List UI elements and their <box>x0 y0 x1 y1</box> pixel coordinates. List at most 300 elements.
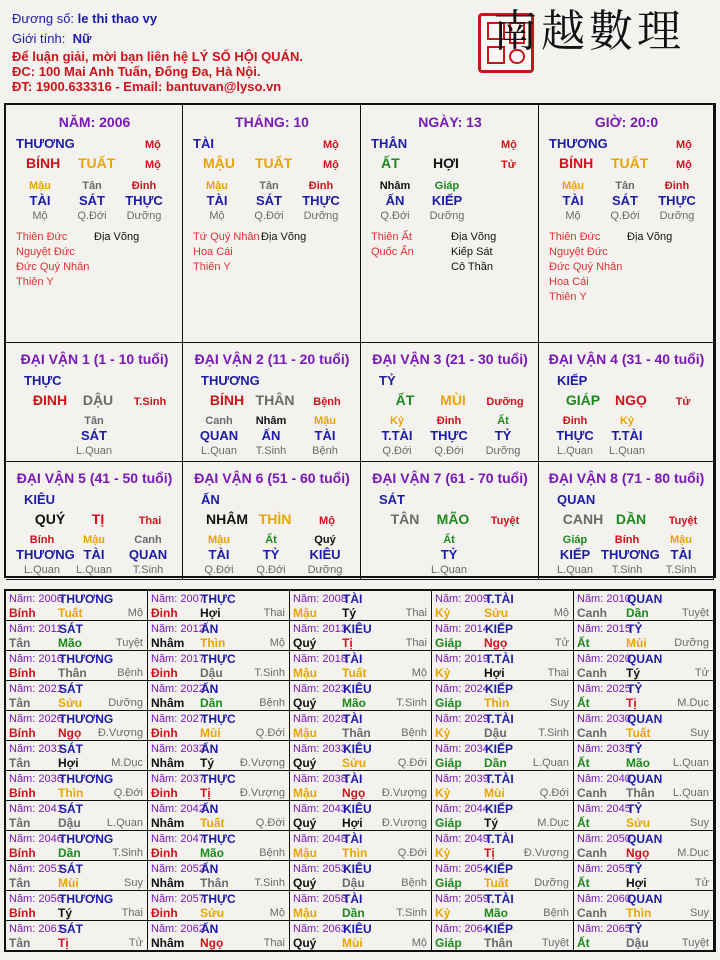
pillar-title: GIỜ: 20:0 <box>594 114 659 130</box>
year-prefix: Năm: <box>577 623 604 635</box>
hidden-stem: Đinh <box>308 180 334 192</box>
year-cell <box>148 591 290 621</box>
year-number: 2039 <box>461 773 489 785</box>
hidden-stem: Kỷ <box>389 415 405 427</box>
year-phase: Q.Đới <box>255 817 285 829</box>
header <box>0 0 720 102</box>
year-cell <box>574 891 714 921</box>
year-phase: T.Sinh <box>538 727 569 739</box>
year-stem: Tân <box>9 756 31 770</box>
year-stem: Giáp <box>435 936 462 950</box>
luck-branch: MÃO <box>436 511 470 527</box>
year-number: 2026 <box>35 713 63 725</box>
hidden-god: ẤN <box>385 193 405 208</box>
year-stem: Nhâm <box>151 696 185 710</box>
year-number: 2055 <box>603 863 631 875</box>
luck-branch: MÙI <box>440 392 466 408</box>
year-number: 2028 <box>319 713 347 725</box>
year-god: KIẾP <box>485 922 514 936</box>
year-branch: Thìn <box>58 786 84 800</box>
year-cell <box>432 741 574 771</box>
year-cell <box>290 591 432 621</box>
year-prefix: Năm: <box>293 893 320 905</box>
year-phase: L.Quan <box>672 757 709 769</box>
hidden-phase: Dưỡng <box>659 210 695 222</box>
year-stem: Ất <box>577 636 590 650</box>
year-prefix: Năm: <box>435 683 462 695</box>
year-prefix: Năm: <box>9 923 36 935</box>
year-stem: Bính <box>9 846 36 860</box>
year-cell <box>290 711 432 741</box>
year-stem: Tân <box>9 936 31 950</box>
owner-label: Đương số: <box>12 11 75 26</box>
hidden-stem: Ất <box>265 534 277 546</box>
year-label <box>151 863 205 875</box>
year-label <box>435 773 489 785</box>
year-branch: Sửu <box>58 696 83 710</box>
year-branch: Hợi <box>626 876 647 890</box>
year-phase: Thai <box>405 607 427 619</box>
year-phase: Dưỡng <box>534 877 569 889</box>
year-branch: Dậu <box>58 816 81 830</box>
year-cell <box>6 681 148 711</box>
hidden-god: QUAN <box>199 428 239 443</box>
year-phase: Q.Đới <box>397 847 427 859</box>
year-god: KIÊU <box>343 802 372 816</box>
star-left: Thiên Y <box>16 276 54 288</box>
year-prefix: Năm: <box>577 713 604 725</box>
year-prefix: Năm: <box>435 593 462 605</box>
year-stem: Kỷ <box>435 786 451 800</box>
pillar-stem: ẤT <box>381 155 400 171</box>
year-label <box>9 833 63 845</box>
hidden-phase: L.Quan <box>75 564 113 576</box>
hidden-stem: Kỷ <box>619 415 635 427</box>
year-cell <box>574 801 714 831</box>
year-number: 2006 <box>35 593 63 605</box>
luck-cycle-cell <box>361 462 539 580</box>
year-branch: Tý <box>200 756 215 770</box>
year-phase: Suy <box>124 877 143 889</box>
year-stem: Canh <box>577 726 607 740</box>
pillar-cell <box>361 105 539 343</box>
year-stem: Tân <box>9 876 31 890</box>
year-cell <box>6 621 148 651</box>
year-number: 2047 <box>177 833 205 845</box>
year-branch: Tị <box>58 936 69 950</box>
year-god: TÀI <box>343 772 363 786</box>
year-branch: Dậu <box>484 726 507 740</box>
pillar-god-tail: Mộ <box>145 139 161 151</box>
year-prefix: Năm: <box>9 623 36 635</box>
year-label <box>9 713 63 725</box>
year-god: T.TÀI <box>485 772 514 786</box>
hidden-phase: Dưỡng <box>126 210 162 222</box>
year-prefix: Năm: <box>151 863 178 875</box>
year-cell <box>574 771 714 801</box>
year-label <box>9 893 63 905</box>
year-label <box>435 743 489 755</box>
year-label <box>151 593 205 605</box>
year-prefix: Năm: <box>293 743 320 755</box>
luck-branch: NGỌ <box>615 392 647 408</box>
year-cell <box>6 891 148 921</box>
year-label <box>577 713 631 725</box>
year-cell <box>148 801 290 831</box>
year-stem: Quý <box>293 756 317 770</box>
year-stem: Mậu <box>293 606 317 620</box>
year-number: 2043 <box>319 803 347 815</box>
year-number: 2019 <box>461 653 489 665</box>
year-stem: Đinh <box>151 666 178 680</box>
year-cell <box>290 831 432 861</box>
year-phase: Bệnh <box>259 847 285 859</box>
star-left: Đức Quý Nhân <box>16 261 90 273</box>
year-stem: Ất <box>577 936 590 950</box>
year-god: QUAN <box>627 712 663 726</box>
year-god: KIÊU <box>343 622 372 636</box>
star-right: Địa Võng <box>94 231 140 243</box>
hidden-phase: Q.Đới <box>77 210 107 222</box>
hidden-stem: Mậu <box>29 180 51 192</box>
year-prefix: Năm: <box>577 773 604 785</box>
luck-stem: QUÝ <box>34 511 66 527</box>
year-label <box>9 773 63 785</box>
year-stem: Canh <box>577 606 607 620</box>
year-stem: Bính <box>9 786 36 800</box>
pillar-title: THÁNG: 10 <box>235 114 309 130</box>
year-label <box>435 833 489 845</box>
year-cell <box>290 651 432 681</box>
year-number: 2035 <box>603 743 631 755</box>
year-stem: Ất <box>577 756 590 770</box>
year-god: QUAN <box>627 652 663 666</box>
hidden-phase: L.Quan <box>556 564 594 576</box>
luck-title: ĐẠI VẬN 7 (61 - 70 tuổi) <box>372 470 528 486</box>
pillar-stem: BÍNH <box>559 155 594 171</box>
year-god: SÁT <box>59 922 83 936</box>
year-phase: Tử <box>128 937 143 949</box>
year-branch: Mùi <box>342 936 363 950</box>
year-god: KIÊU <box>343 682 372 696</box>
year-phase: Suy <box>690 907 709 919</box>
year-label <box>293 893 347 905</box>
pillar-branch-tail: Tử <box>501 159 516 171</box>
year-number: 2020 <box>603 653 631 665</box>
star-left: Thiên Đức <box>16 231 68 243</box>
year-god: QUAN <box>627 592 663 606</box>
year-label <box>577 863 631 875</box>
year-god: THƯƠNG <box>59 892 114 906</box>
year-cell <box>432 891 574 921</box>
star-left: Thiên Y <box>549 291 587 303</box>
year-number: 2009 <box>461 593 489 605</box>
year-phase: T.Sinh <box>254 877 285 889</box>
hidden-stem: Tân <box>615 180 635 192</box>
year-label <box>151 623 205 635</box>
hidden-stem: Tân <box>84 415 104 427</box>
year-branch: Tý <box>626 666 641 680</box>
year-number: 2014 <box>461 623 489 635</box>
year-stem: Giáp <box>435 876 462 890</box>
year-cell <box>6 711 148 741</box>
year-phase: Đ.Vượng <box>381 787 427 799</box>
year-prefix: Năm: <box>577 653 604 665</box>
year-branch: Dần <box>200 696 223 710</box>
hidden-stem: Bính <box>614 534 640 546</box>
year-stem: Quý <box>293 636 317 650</box>
year-number: 2065 <box>603 923 631 935</box>
year-cell <box>6 861 148 891</box>
year-stem: Đinh <box>151 906 178 920</box>
year-phase: Dưỡng <box>674 637 709 649</box>
year-god: QUAN <box>627 772 663 786</box>
year-cell <box>432 621 574 651</box>
hidden-phase: L.Quan <box>23 564 61 576</box>
star-left: Hoa Cái <box>549 276 589 288</box>
year-number: 2049 <box>461 833 489 845</box>
hidden-stem: Đinh <box>436 415 462 427</box>
year-god: TÀI <box>343 592 363 606</box>
year-label <box>151 833 205 845</box>
year-label <box>151 653 205 665</box>
hidden-phase: Q.Đới <box>256 564 286 576</box>
year-god: THƯƠNG <box>59 592 114 606</box>
hidden-god: SÁT <box>256 193 282 208</box>
year-phase: Mộ <box>269 907 285 919</box>
hidden-god: THƯƠNG <box>601 547 660 562</box>
hidden-stem: Bính <box>29 534 55 546</box>
year-phase: L.Quan <box>672 787 709 799</box>
year-prefix: Năm: <box>151 743 178 755</box>
year-cell <box>148 741 290 771</box>
year-label <box>293 623 347 635</box>
year-stem: Canh <box>577 846 607 860</box>
pillar-god-tail: Mộ <box>501 139 517 151</box>
luck-title: ĐẠI VẬN 3 (21 - 30 tuổi) <box>372 351 528 367</box>
luck-phase: T.Sinh <box>133 396 167 408</box>
hidden-stem: Ất <box>497 415 509 427</box>
year-phase: Q.Đới <box>539 787 569 799</box>
hidden-god: TÀI <box>314 428 336 443</box>
year-branch: Ngọ <box>626 846 650 860</box>
year-phase: Tử <box>554 637 569 649</box>
hidden-phase: Mộ <box>32 210 48 222</box>
luck-phase: Tử <box>675 396 691 408</box>
year-number: 2064 <box>461 923 489 935</box>
hidden-stem: Mậu <box>83 534 105 546</box>
year-label <box>293 833 347 845</box>
year-phase: Đ.Vượng <box>523 847 569 859</box>
year-prefix: Năm: <box>435 653 462 665</box>
star-right: Địa Võng <box>261 231 307 243</box>
year-god: ẤN <box>201 622 219 636</box>
year-god: TỶ <box>627 622 643 636</box>
year-phase: M.Dục <box>111 757 143 769</box>
year-prefix: Năm: <box>151 833 178 845</box>
year-number: 2040 <box>603 773 631 785</box>
year-god: QUAN <box>627 832 663 846</box>
year-god: TỶ <box>627 922 643 936</box>
year-prefix: Năm: <box>9 803 36 815</box>
year-number: 2030 <box>603 713 631 725</box>
gender-line <box>12 31 91 47</box>
year-number: 2058 <box>319 893 347 905</box>
year-branch: Thìn <box>342 846 368 860</box>
year-branch: Mão <box>626 756 650 770</box>
year-prefix: Năm: <box>151 713 178 725</box>
year-stem: Bính <box>9 666 36 680</box>
year-label <box>435 863 489 875</box>
year-branch: Ngọ <box>342 786 366 800</box>
hidden-stem: Đinh <box>131 180 157 192</box>
year-stem: Kỷ <box>435 906 451 920</box>
year-label <box>577 893 631 905</box>
year-stem: Đinh <box>151 786 178 800</box>
year-branch: Ngọ <box>200 936 224 950</box>
year-number: 2016 <box>35 653 63 665</box>
contact-line: Để luận giải, mời bạn liên hệ LÝ SỐ HỘI QUÁN. <box>12 49 303 64</box>
year-label <box>9 743 63 755</box>
hidden-stem: Tân <box>82 180 102 192</box>
year-phase: Tuyệt <box>681 937 709 949</box>
year-branch: Thìn <box>200 636 226 650</box>
year-phase: Thai <box>547 667 569 679</box>
year-cell <box>432 831 574 861</box>
year-prefix: Năm: <box>435 803 462 815</box>
pillar-branch-tail: Mộ <box>676 159 692 171</box>
year-branch: Dậu <box>200 666 223 680</box>
pillar-branch: TUẤT <box>611 155 649 171</box>
year-stem: Quý <box>293 936 317 950</box>
year-stem: Đinh <box>151 726 178 740</box>
year-cell <box>290 681 432 711</box>
year-cell <box>6 591 148 621</box>
year-stem: Nhâm <box>151 876 185 890</box>
year-god: KIẾP <box>485 742 514 756</box>
year-cell <box>6 771 148 801</box>
year-cell <box>432 591 574 621</box>
year-phase: Đ.Vượng <box>97 727 143 739</box>
year-prefix: Năm: <box>151 623 178 635</box>
year-prefix: Năm: <box>151 593 178 605</box>
year-god: SÁT <box>59 742 83 756</box>
year-stem: Mậu <box>293 726 317 740</box>
year-branch: Dần <box>626 606 649 620</box>
year-cell <box>148 621 290 651</box>
year-god: T.TÀI <box>485 592 514 606</box>
year-branch: Tuất <box>200 816 225 830</box>
hidden-god: TÀI <box>29 193 51 208</box>
hidden-phase: Q.Đới <box>380 210 410 222</box>
year-god: KIẾP <box>485 622 514 636</box>
year-prefix: Năm: <box>9 683 36 695</box>
year-stem: Kỷ <box>435 666 451 680</box>
pillar-branch-tail: Mộ <box>145 159 161 171</box>
year-god: TÀI <box>343 832 363 846</box>
year-stem: Nhâm <box>151 756 185 770</box>
year-phase: Mộ <box>127 607 143 619</box>
hidden-stem: Đinh <box>664 180 690 192</box>
year-number: 2025 <box>603 683 631 695</box>
owner-line <box>12 11 157 27</box>
year-stem: Canh <box>577 906 607 920</box>
luck-branch: THÌN <box>258 511 292 527</box>
year-stem: Bính <box>9 606 36 620</box>
year-stem: Đinh <box>151 846 178 860</box>
pillar-title: NĂM: 2006 <box>58 114 131 130</box>
year-cell <box>148 711 290 741</box>
year-cell <box>148 891 290 921</box>
pillar-cell <box>539 105 714 343</box>
year-branch: Ngọ <box>58 726 82 740</box>
hidden-phase: Q.Đới <box>610 210 640 222</box>
year-god: ẤN <box>201 862 219 876</box>
hidden-stem: Quý <box>314 534 336 546</box>
year-number: 2027 <box>177 713 205 725</box>
year-prefix: Năm: <box>435 923 462 935</box>
year-phase: Bệnh <box>543 907 569 919</box>
hidden-god: THỰC <box>658 193 696 208</box>
year-god: SÁT <box>59 622 83 636</box>
year-number: 2041 <box>35 803 63 815</box>
year-stem: Mậu <box>293 846 317 860</box>
star-left: Thiên Y <box>193 261 231 273</box>
year-stem: Đinh <box>151 606 178 620</box>
year-branch: Tị <box>484 846 495 860</box>
year-number: 2057 <box>177 893 205 905</box>
star-left: Nguyệt Đức <box>16 246 75 258</box>
hidden-phase: L.Quan <box>200 445 238 457</box>
year-label <box>435 683 489 695</box>
star-left: Quốc Ấn <box>371 246 414 258</box>
year-cell <box>148 861 290 891</box>
year-god: QUAN <box>627 892 663 906</box>
year-number: 2060 <box>603 893 631 905</box>
hidden-phase: Q.Đới <box>434 445 464 457</box>
year-stem: Mậu <box>293 786 317 800</box>
luck-phase: Thai <box>138 515 162 527</box>
year-label <box>577 923 631 935</box>
year-branch: Sửu <box>484 606 509 620</box>
hidden-phase: L.Quan <box>75 445 113 457</box>
pillar-god-tail: Mộ <box>323 139 339 151</box>
year-branch: Tuất <box>58 606 83 620</box>
year-phase: Thai <box>263 937 285 949</box>
year-prefix: Năm: <box>293 713 320 725</box>
hidden-stem: Giáp <box>434 180 460 192</box>
year-number: 2054 <box>461 863 489 875</box>
year-cell <box>148 681 290 711</box>
year-prefix: Năm: <box>9 593 36 605</box>
year-number: 2032 <box>177 743 205 755</box>
year-cell <box>148 921 290 951</box>
year-prefix: Năm: <box>293 803 320 815</box>
year-god: T.TÀI <box>485 712 514 726</box>
year-number: 2051 <box>35 863 63 875</box>
hidden-god: THỰC <box>125 193 163 208</box>
year-phase: Mộ <box>553 607 569 619</box>
pillar-title: NGÀY: 13 <box>418 114 482 130</box>
hidden-phase: L.Quan <box>430 564 468 576</box>
luck-cycle-cell <box>6 343 183 462</box>
year-cell <box>432 861 574 891</box>
year-number: 2038 <box>319 773 347 785</box>
year-god: T.TÀI <box>485 892 514 906</box>
year-branch: Mùi <box>58 876 79 890</box>
hidden-stem: Ất <box>443 534 455 546</box>
year-phase: Đ.Vượng <box>239 787 285 799</box>
